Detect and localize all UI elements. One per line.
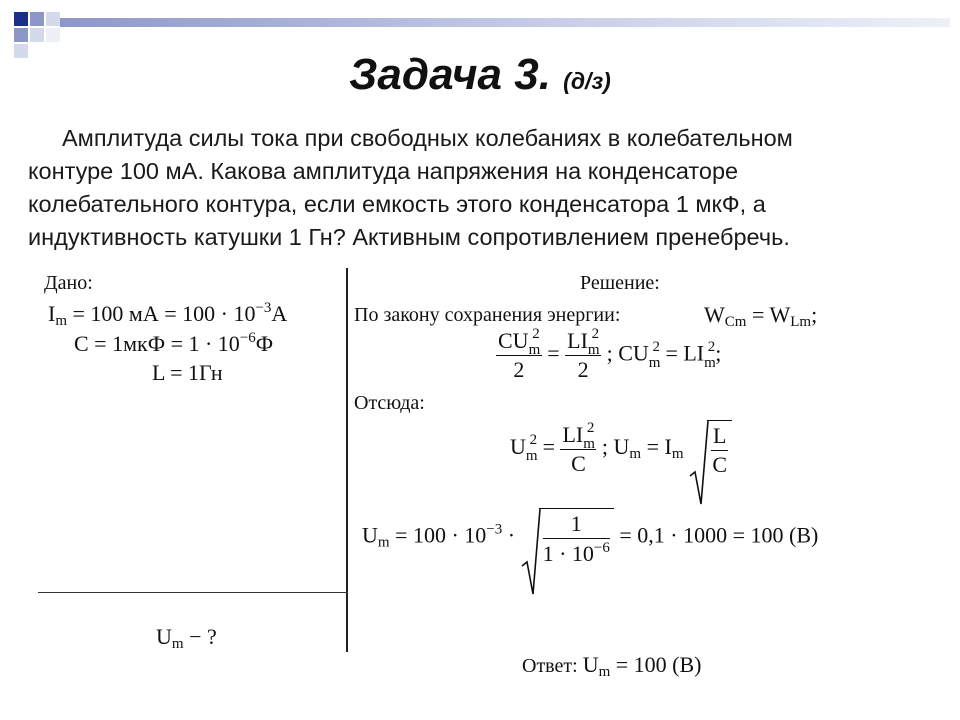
w-a-sub: Cm: [724, 314, 747, 330]
problem-line: колебательного контура, если емкость этого конденсатора 1 мкФ, а: [28, 191, 766, 217]
table-divider-vertical: [346, 268, 348, 652]
find-lhs: U: [156, 624, 172, 649]
answer-sub: m: [598, 664, 611, 680]
find-rhs: − ?: [183, 624, 217, 649]
solution-law: По закону сохранения энергии:: [354, 304, 621, 326]
fraction-li: $\frac{LI_m^2}{2}$: [567, 326, 600, 382]
given-c-unit: Ф: [255, 331, 274, 356]
given-i-lhs: I: [48, 301, 56, 326]
table-divider-horizontal: [38, 592, 348, 593]
problem-line: контуре 100 мА. Какова амплитуда напряжения на конденсаторе: [28, 158, 739, 184]
answer-label: Ответ:: [522, 655, 583, 677]
given-i-exp: −3: [255, 300, 272, 316]
given-i-unit: А: [271, 301, 288, 326]
energy-fraction-equation: $\frac{CU_m^2}{2}$ = $\frac{LI_m^2}{2}$ ; $CU_m^2 = LI_m^2$;: [498, 326, 722, 382]
calc-result: = 0,1 · 1000 = 100 (В): [613, 522, 819, 548]
fraction-cu: $\frac{CU_m^2}{2}$: [498, 326, 541, 382]
given-inductance: L = 1Гн: [152, 360, 223, 385]
decor-square: [30, 28, 44, 42]
title-main: Задача 3.: [349, 50, 551, 99]
page-title: [0, 50, 960, 100]
problem-line: Амплитуда силы тока при свободных колебаниях в колебательном: [62, 125, 793, 151]
decor-square: [14, 12, 28, 26]
title-sub: (д/з): [563, 68, 611, 94]
w-mid: = W: [746, 302, 791, 327]
calc-sub: m: [377, 534, 390, 551]
given-capacitance: [74, 330, 273, 357]
w-end: ;: [811, 302, 818, 327]
from-here-label: Отсюда:: [354, 392, 425, 414]
numeric-calculation: [362, 508, 818, 567]
voltage-derivation: $U_m^2$ = $\frac{LI_m^2}{C}$ ; $U_m = I_m$ $\frac{L}{C}$: [510, 420, 732, 478]
given-find: [156, 624, 217, 653]
energy-equality: [704, 302, 817, 331]
sqrt-calc: [521, 508, 614, 567]
fraction-li-c: $\frac{LI_m^2}{C}$: [562, 419, 595, 476]
calc-dot: ·: [502, 522, 516, 548]
calc-left: U: [362, 522, 378, 548]
sqrt-l-over-c: $\frac{L}{C}$: [689, 420, 732, 478]
decor-square: [30, 12, 44, 26]
calc-num: 1: [543, 511, 610, 539]
decor-top-bar: [60, 18, 950, 27]
given-label: Дано:: [44, 272, 93, 294]
calc-mid: = 100 · 10: [389, 522, 487, 548]
answer-lhs: U: [582, 652, 599, 677]
decor-square: [14, 28, 28, 42]
given-c-text: C = 1мкФ = 1 · 10: [74, 331, 240, 356]
find-sub: m: [171, 636, 184, 652]
w-b-sub: Lm: [790, 314, 812, 330]
solution-label: Решение:: [580, 272, 660, 294]
given-i-rhs: = 100 мА = 100 · 10: [67, 301, 256, 326]
calc-den-exp: −6: [593, 540, 610, 556]
decor-square: [46, 28, 60, 42]
given-c-exp: −6: [239, 330, 256, 346]
problem-text: [28, 122, 928, 254]
w-a: W: [704, 302, 725, 327]
calc-den: 1 · 10: [542, 541, 594, 566]
answer: [522, 652, 701, 681]
decor-square: [46, 12, 60, 26]
given-current: [48, 300, 287, 330]
answer-rhs: = 100 (В): [610, 652, 702, 677]
given-i-sub: m: [55, 313, 67, 329]
calc-exp: −3: [486, 521, 503, 538]
problem-line: индуктивность катушки 1 Гн? Активным сопротивлением пренебречь.: [28, 224, 790, 250]
